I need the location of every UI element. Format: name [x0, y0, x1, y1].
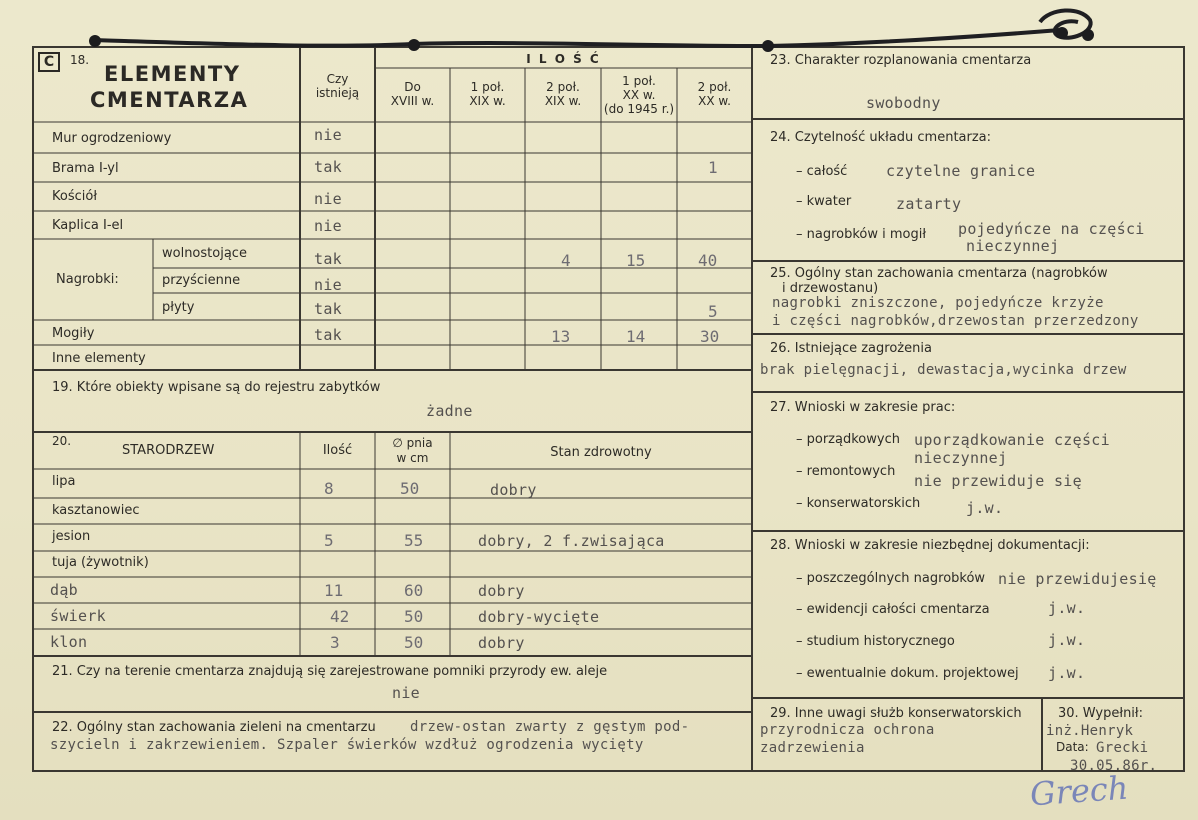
row-exists-brama: tak — [314, 158, 342, 176]
tree-state-jesion: dobry, 2 f.zwisająca — [478, 532, 665, 550]
signature: Grech — [1028, 768, 1130, 814]
s22-value-line-2: szycieln i zakrzewieniem. Szpaler świerków wzdłuż ogrodzenia wycięty — [50, 737, 644, 753]
s27-konserwatorskich-value: j.w. — [966, 499, 1004, 517]
mogily-c5: 30 — [700, 327, 720, 346]
s19-label: 19. Które obiekty wpisane są do rejestru zabytków — [52, 380, 381, 395]
tree-state-klon: dobry — [478, 634, 525, 652]
s20-col-stan: Stan zdrowotny — [550, 445, 652, 460]
tree-name-lipa: lipa — [52, 474, 76, 489]
s29-value-2: zadrzewienia — [760, 740, 865, 756]
s27-konserwatorskich-label: – konserwatorskich — [796, 496, 921, 511]
nagrobki-wolnostojace-label: wolnostojące — [162, 246, 247, 261]
s24-calosc-label: – całość — [796, 164, 848, 179]
s30-name: inż.Henryk — [1046, 723, 1134, 739]
row-label-kaplica: Kaplica I-el — [52, 218, 124, 233]
mogily-c3: 13 — [551, 327, 571, 346]
row-label-brama: Brama I-yl — [52, 161, 119, 176]
s23-label: 23. Charakter rozplanowania cmentarza — [770, 53, 1032, 68]
tree-count-lipa: 8 — [324, 479, 334, 498]
s28-studium-label: – studium historycznego — [796, 634, 955, 649]
s25-value-1: nagrobki zniszczone, pojedyńcze krzyże — [772, 295, 1104, 311]
col-header-2-line-2: XIX w. — [469, 94, 506, 108]
s19-value: żadne — [426, 402, 473, 420]
s23-value: swobodny — [866, 94, 941, 112]
tree-name-kasztanowiec: kasztanowiec — [52, 503, 140, 518]
s22-label: 22. Ogólny stan zachowania zieleni na cmentarzu — [52, 720, 376, 735]
ilosc-header: I L O Ś Ć — [526, 52, 601, 66]
col-header-5-line-1: 2 poł. — [697, 80, 732, 94]
mogily-c4: 14 — [626, 327, 646, 346]
s27-remontowych-value: nie przewiduje się — [914, 472, 1082, 490]
tree-count-dab: 11 — [324, 581, 344, 600]
tree-state-dab: dobry — [478, 582, 525, 600]
col-header-1-line-1: Do — [404, 80, 421, 94]
s30-date: 30.05.86r. — [1070, 758, 1158, 774]
s26-value: brak pielęgnacji, dewastacja,wycinka drzew — [760, 362, 1127, 378]
nagrobki-wolnostojace-exists: tak — [314, 250, 342, 268]
mogily-exists: tak — [314, 326, 342, 344]
nagrobki-wolnostojace-c3: 4 — [561, 251, 571, 270]
s25-value-2: i części nagrobków,drzewostan przerzedzony — [772, 313, 1139, 329]
s29-label: 29. Inne uwagi służb konserwatorskich — [770, 706, 1022, 721]
nagrobki-plyty-label: płyty — [162, 300, 195, 315]
col-header-3-line-2: XIX w. — [544, 94, 582, 108]
s27-porzadkowych-value-2: nieczynnej — [914, 449, 1008, 467]
nagrobki-wolnostojace-c4: 15 — [626, 251, 646, 270]
czy-istnieja-header-1: Czy — [326, 72, 349, 86]
s24-kwater-value: zatarty — [896, 195, 962, 213]
row-exists-mur: nie — [314, 126, 342, 144]
row-c5-brama: 1 — [708, 158, 718, 177]
inne-elementy-label: Inne elementy — [52, 351, 146, 366]
col-header-3-line-1: 2 poł. — [546, 80, 580, 94]
nagrobki-plyty-c5: 5 — [708, 302, 718, 321]
s30-surname: Grecki — [1096, 740, 1149, 756]
s25-label-1: 25. Ogólny stan zachowania cmentarza (nagrobków — [770, 266, 1108, 281]
nagrobki-przyscienne-exists: nie — [314, 276, 342, 294]
s28-nagrobkow-label: – poszczególnych nagrobków — [796, 571, 986, 586]
s28-ewidencji-label: – ewidencji całości cmentarza — [796, 602, 990, 617]
tree-dia-dab: 60 — [404, 581, 424, 600]
s24-nagrobkow-value: pojedyńcze na części — [958, 220, 1145, 238]
tree-state-lipa: dobry — [490, 481, 537, 499]
title-line-1: ELEMENTY — [104, 62, 241, 86]
s25-label-2: i drzewostanu) — [782, 281, 879, 296]
s20-title: STARODRZEW — [122, 443, 215, 458]
section-number: 18. — [70, 53, 90, 67]
s24-calosc-value: czytelne granice — [886, 162, 1036, 180]
tree-count-klon: 3 — [330, 633, 340, 652]
col-header-5-line-2: XX w. — [698, 94, 731, 108]
s28-label: 28. Wnioski w zakresie niezbędnej dokumentacji: — [770, 538, 1090, 553]
tree-state-swierk: dobry-wycięte — [478, 608, 600, 626]
tree-dia-klon: 50 — [404, 633, 424, 652]
tree-name-tuja: tuja (żywotnik) — [52, 555, 149, 570]
s21-label: 21. Czy na terenie cmentarza znajdują się zarejestrowane pomniki przyrody ew. aleje — [52, 664, 608, 679]
tree-count-jesion: 5 — [324, 531, 334, 550]
col-header-4-line-3: (do 1945 r.) — [603, 102, 675, 116]
s30-date-label: Data: — [1056, 740, 1089, 754]
tree-dia-jesion: 55 — [404, 531, 424, 550]
s27-label: 27. Wnioski w zakresie prac: — [770, 400, 956, 415]
tree-name-dab: dąb — [50, 581, 78, 599]
s28-projektowej-value: j.w. — [1048, 664, 1086, 682]
row-exists-kaplica: nie — [314, 217, 342, 235]
tree-dia-lipa: 50 — [400, 479, 420, 498]
s24-nagrobkow-value-2: nieczynnej — [966, 237, 1060, 255]
s20-col-pnia-1: ∅ pnia — [392, 436, 433, 450]
tree-name-klon: klon — [50, 633, 88, 651]
tree-dia-swierk: 50 — [404, 607, 424, 626]
s24-label: 24. Czytelność układu cmentarza: — [770, 130, 992, 145]
s27-porzadkowych-value: uporządkowanie części — [914, 431, 1110, 449]
title-line-2: CMENTARZA — [90, 88, 249, 112]
nagrobki-label: Nagrobki: — [56, 272, 119, 287]
row-label-mur: Mur ogrodzeniowy — [52, 131, 172, 146]
col-header-1-line-2: XVIII w. — [390, 94, 435, 108]
s28-projektowej-label: – ewentualnie dokum. projektowej — [796, 666, 1019, 681]
nagrobki-wolnostojace-c5: 40 — [698, 251, 718, 270]
col-header-4-line-1: 1 poł. — [622, 74, 656, 88]
nagrobki-przyscienne-label: przyścienne — [162, 273, 241, 288]
czy-istnieja-header-2: istnieją — [315, 86, 360, 100]
row-label-kosciol: Kościół — [52, 189, 98, 204]
s27-remontowych-label: – remontowych — [796, 464, 896, 479]
s27-porzadkowych-label: – porządkowych — [796, 432, 900, 447]
s22-value-line-1: drzew-ostan zwarty z gęstym pod- — [410, 719, 690, 735]
s24-nagrobkow-label: – nagrobków i mogił — [796, 227, 927, 242]
s20-col-pnia-2: w cm — [396, 451, 429, 465]
mogily-label: Mogiły — [52, 326, 95, 341]
s20-number: 20. — [52, 434, 72, 448]
s21-value: nie — [392, 684, 420, 702]
col-header-4-line-2: XX w. — [622, 88, 656, 102]
s29-value-1: przyrodnicza ochrona — [760, 722, 935, 738]
col-header-2-line-1: 1 poł. — [470, 80, 505, 94]
s28-studium-value: j.w. — [1048, 631, 1086, 649]
s20-col-ilosc: Ilość — [322, 443, 353, 458]
tree-name-swierk: świerk — [50, 607, 106, 625]
s28-nagrobkow-value: nie przewidujesię — [998, 570, 1157, 588]
tree-name-jesion: jesion — [52, 529, 91, 544]
nagrobki-plyty-exists: tak — [314, 300, 342, 318]
string-cord — [92, 30, 1060, 46]
s24-kwater-label: – kwater — [796, 194, 852, 209]
tree-count-swierk: 42 — [330, 607, 350, 626]
s28-ewidencji-value: j.w. — [1048, 599, 1086, 617]
row-exists-kosciol: nie — [314, 190, 342, 208]
section-letter-box: C — [38, 52, 60, 72]
s26-label: 26. Istniejące zagrożenia — [770, 341, 932, 356]
s30-label: 30. Wypełnił: — [1058, 706, 1143, 721]
